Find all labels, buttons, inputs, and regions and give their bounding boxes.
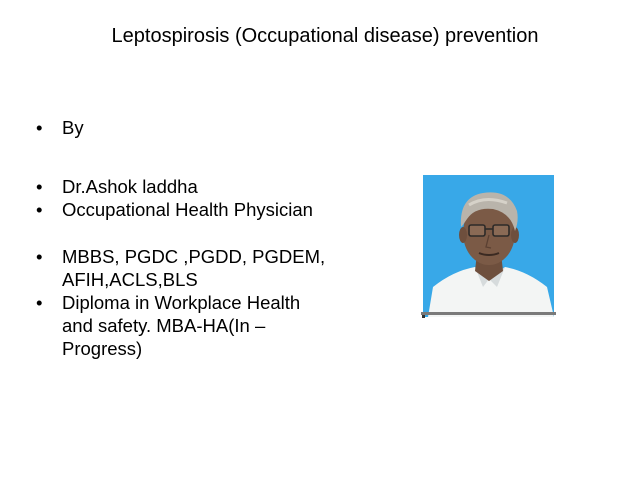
portrait-illustration xyxy=(423,175,554,317)
bullet-item-qualifications: • MBBS, PGDC ,PGDD, PGDEM, AFIH,ACLS,BLS xyxy=(36,245,326,291)
author-photo xyxy=(423,175,554,317)
bullet-list xyxy=(36,116,326,360)
bullet-item-role: • Occupational Health Physician xyxy=(36,198,326,221)
slide-title: Leptospirosis (Occupational disease) prevention xyxy=(111,25,539,47)
photo-bottom-edge xyxy=(421,312,556,315)
bullet-item-diploma: • Diploma in Workplace Health and safety. MBA-HA(In –Progress) xyxy=(36,291,326,360)
bullet-item-by: • By xyxy=(36,116,326,139)
bullet-item-author: • Dr.Ashok laddha xyxy=(36,175,326,198)
photo-corner-mark xyxy=(422,315,425,318)
